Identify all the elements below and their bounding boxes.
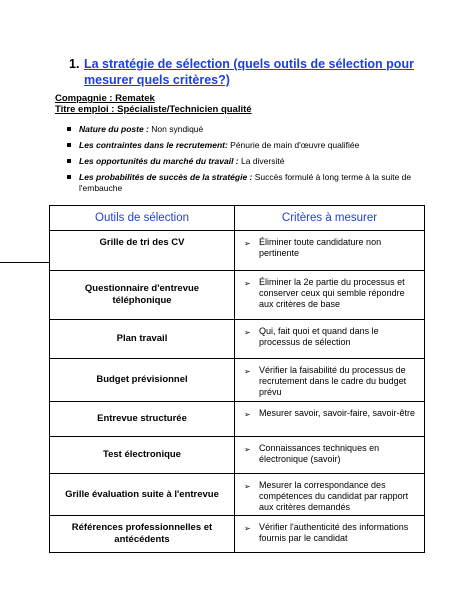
square-bullet-icon <box>67 127 71 131</box>
section-number: 1. <box>69 57 80 71</box>
table-row <box>50 231 425 271</box>
tool-cell: Plan travail <box>50 320 235 359</box>
section-title-link[interactable]: La stratégie de sélection (quels outils de sélection pour mesurer quels critères?) <box>84 57 414 87</box>
tool-cell: Entrevue structurée <box>50 402 235 437</box>
tool-cell: Budget prévisionnel <box>50 359 235 402</box>
header-tools: Outils de sélection <box>50 206 235 231</box>
table-header-row <box>50 206 425 231</box>
divider <box>0 262 49 263</box>
selection-table <box>49 205 425 553</box>
criteria-text: Qui, fait quoi et quand dans le processus de sélection <box>259 326 379 347</box>
tool-cell: Références professionnelles et antécédents <box>50 516 235 553</box>
table-row <box>50 402 425 437</box>
table-row <box>50 271 425 320</box>
arrow-bullet-icon: ➢ <box>244 482 251 491</box>
table-row <box>50 320 425 359</box>
criteria-text: Mesurer savoir, savoir-faire, savoir-être <box>259 408 416 418</box>
table-row <box>50 359 425 402</box>
item-label: Les opportunités du marché du travail : <box>79 156 239 166</box>
item-text: Pénurie de main d'œuvre qualifiée <box>227 140 360 150</box>
company-info <box>55 93 252 115</box>
item-label: Nature du poste : <box>79 124 149 134</box>
job-title: Titre emploi : Spécialiste/Technicien qualité <box>55 104 252 115</box>
criteria-cell <box>235 516 425 553</box>
criteria-text: Éliminer la 2e partie du processus et conserver ceux qui semble répondre aux critères de base <box>259 277 405 309</box>
tool-cell: Test électronique <box>50 437 235 474</box>
table-row <box>50 437 425 474</box>
arrow-bullet-icon: ➢ <box>244 279 251 288</box>
arrow-bullet-icon: ➢ <box>244 410 251 419</box>
list-item <box>63 124 433 135</box>
arrow-bullet-icon: ➢ <box>244 328 251 337</box>
criteria-text: Éliminer toute candidature non pertinente <box>259 237 382 258</box>
criteria-text: Vérifier la faisabilité du processus de recrutement dans le cadre du budget prévu <box>259 365 407 397</box>
criteria-text: Vérifier l'authenticité des informations fournis par le candidat <box>259 522 409 543</box>
arrow-bullet-icon: ➢ <box>244 445 251 454</box>
square-bullet-icon <box>67 175 71 179</box>
list-item <box>63 140 433 151</box>
item-text: Non syndiqué <box>148 124 204 134</box>
item-text: La diversité <box>238 156 285 166</box>
context-list <box>63 124 433 199</box>
item-text: Succès formulé à long terme à la suite de l'embauche <box>79 172 412 193</box>
item-label: Les contraintes dans le recrutement: <box>79 140 228 150</box>
tool-cell: Grille de tri des CV <box>50 231 235 271</box>
header-criteria: Critères à mesurer <box>235 206 425 231</box>
company-name: Compagnie : Rematek <box>55 93 155 104</box>
criteria-cell <box>235 231 425 271</box>
square-bullet-icon <box>67 159 71 163</box>
section-heading <box>69 56 439 88</box>
criteria-text: Mesurer la correspondance des compétences du candidat par rapport aux critères demandés <box>259 480 409 512</box>
arrow-bullet-icon: ➢ <box>244 239 251 248</box>
arrow-bullet-icon: ➢ <box>244 524 251 533</box>
tool-cell: Questionnaire d'entrevue téléphonique <box>50 271 235 320</box>
tool-cell: Grille évaluation suite à l'entrevue <box>50 474 235 516</box>
criteria-cell <box>235 271 425 320</box>
arrow-bullet-icon: ➢ <box>244 367 251 376</box>
criteria-cell <box>235 402 425 437</box>
criteria-text: Connaissances techniques en électronique (savoir) <box>259 443 380 464</box>
list-item <box>63 172 433 193</box>
item-label: Les probabilités de succès de la stratégie : <box>79 172 253 182</box>
table-row <box>50 474 425 516</box>
criteria-cell <box>235 359 425 402</box>
criteria-cell <box>235 320 425 359</box>
table-row <box>50 516 425 553</box>
list-item <box>63 156 433 167</box>
square-bullet-icon <box>67 143 71 147</box>
criteria-cell <box>235 437 425 474</box>
criteria-cell <box>235 474 425 516</box>
